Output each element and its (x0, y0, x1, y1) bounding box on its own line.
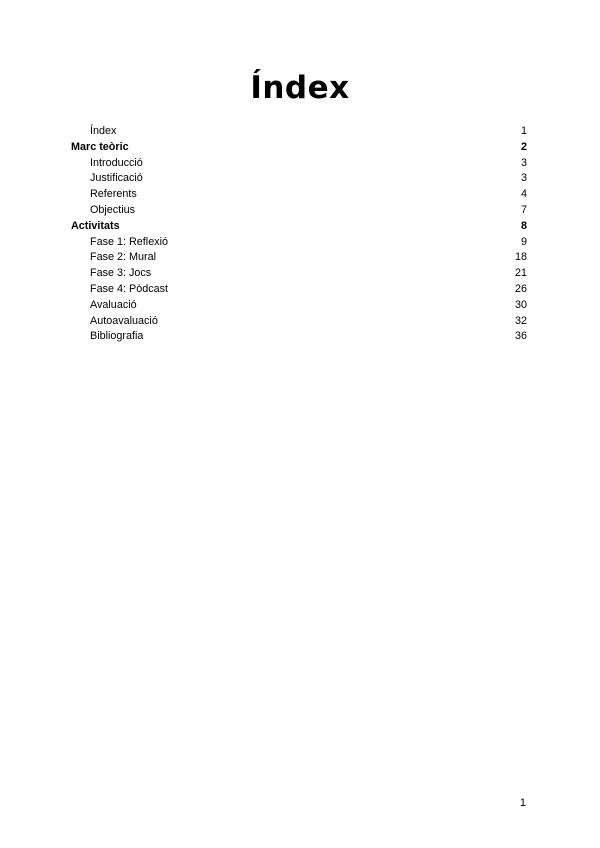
toc-entry-label: Autoavaluació (90, 314, 158, 327)
toc-entry-label: Activitats (71, 219, 120, 232)
toc-entry-page: 3 (520, 156, 527, 169)
toc-entry-page: 7 (520, 203, 527, 216)
toc-entry-label: Objectius (90, 203, 136, 216)
toc-entry-index[interactable] (71, 125, 527, 141)
toc-entry-label: Fase 4: Pòdcast (90, 282, 169, 295)
toc-entry-label: Índex (90, 125, 117, 137)
toc-entry-label: Fase 1: Reflexió (90, 235, 169, 248)
toc-entry-page: 26 (514, 282, 527, 295)
table-of-contents (71, 125, 527, 346)
toc-entry-page: 3 (520, 172, 527, 185)
toc-entry-label: Fase 2: Mural (90, 251, 157, 264)
toc-entry-label: Marc teòric (71, 140, 129, 153)
toc-entry-page: 18 (514, 251, 527, 264)
toc-entry-autoavaluacio[interactable] (71, 315, 527, 331)
toc-entry-page: 36 (514, 330, 527, 343)
toc-entry-label: Avaluació (90, 298, 137, 311)
toc-entry-fase-4[interactable] (71, 283, 527, 299)
toc-entry-label: Justificació (90, 172, 143, 185)
toc-entry-fase-3[interactable] (71, 267, 527, 283)
toc-entry-marc-teoric[interactable] (71, 141, 527, 157)
toc-entry-page: 4 (520, 188, 527, 201)
toc-entry-bibliografia[interactable] (71, 330, 527, 346)
page-number: 1 (519, 797, 526, 809)
toc-entry-page: 8 (520, 219, 527, 232)
toc-entry-page: 30 (514, 298, 527, 311)
toc-entry-page: 1 (520, 125, 527, 137)
toc-entry-justificacio[interactable] (71, 172, 527, 188)
toc-entry-label: Bibliografia (90, 330, 144, 343)
toc-entry-label: Referents (90, 188, 137, 201)
toc-entry-avaluacio[interactable] (71, 299, 527, 315)
toc-entry-fase-2[interactable] (71, 251, 527, 267)
toc-entry-label: Fase 3: Jocs (90, 267, 152, 280)
page-title: Índex (250, 70, 350, 106)
toc-entry-activitats[interactable] (71, 220, 527, 236)
toc-entry-objectius[interactable] (71, 204, 527, 220)
toc-entry-referents[interactable] (71, 188, 527, 204)
toc-entry-introduccio[interactable] (71, 157, 527, 173)
toc-entry-fase-1[interactable] (71, 236, 527, 252)
toc-entry-page: 32 (514, 314, 527, 327)
toc-entry-page: 9 (520, 235, 527, 248)
toc-entry-label: Introducció (90, 156, 143, 169)
toc-entry-page: 21 (514, 267, 527, 280)
toc-entry-page: 2 (520, 140, 527, 153)
